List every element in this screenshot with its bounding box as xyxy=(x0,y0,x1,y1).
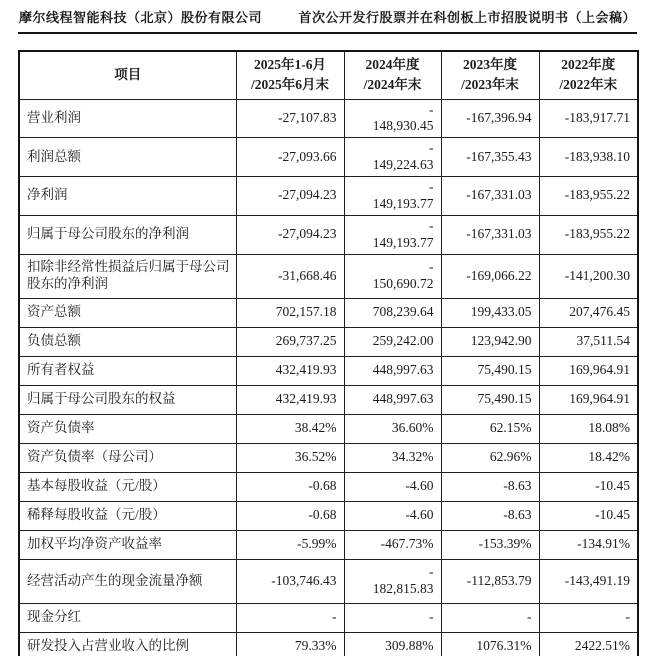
table-row xyxy=(19,414,638,443)
cell-value: -0.68 xyxy=(236,472,344,501)
cell-value: -153.39% xyxy=(441,530,539,559)
cell-value: 79.33% xyxy=(236,632,344,656)
cell-value: - xyxy=(441,603,539,632)
cell-value: 432,419.93 xyxy=(236,356,344,385)
cell-value: -167,355.43 xyxy=(441,138,539,177)
row-label: 归属于母公司股东的净利润 xyxy=(19,215,236,254)
cell-value: -10.45 xyxy=(539,501,638,530)
th-2022-line2: /2022年末 xyxy=(559,77,618,93)
table-row xyxy=(19,327,638,356)
cell-value: -183,955.22 xyxy=(539,215,638,254)
cell-value: 62.15% xyxy=(441,414,539,443)
cell-value: 34.32% xyxy=(344,443,441,472)
cell-value: -4.60 xyxy=(344,472,441,501)
cell-value: - 149,193.77 xyxy=(344,215,441,254)
th-2022-line1: 2022年度 xyxy=(561,57,616,72)
cell-value: 259,242.00 xyxy=(344,327,441,356)
cell-value: -183,938.10 xyxy=(539,138,638,177)
cell-value: 207,476.45 xyxy=(539,298,638,327)
page-header xyxy=(18,5,637,34)
cell-value: -5.99% xyxy=(236,530,344,559)
row-label: 现金分红 xyxy=(19,603,236,632)
row-label: 稀释每股收益（元/股） xyxy=(19,501,236,530)
cell-value: - 182,815.83 xyxy=(344,559,441,603)
cell-value: -183,917.71 xyxy=(539,99,638,138)
th-2023-line2: /2023年末 xyxy=(461,77,519,93)
cell-value: 18.42% xyxy=(539,443,638,472)
cell-value: 36.52% xyxy=(236,443,344,472)
cell-value: 169,964.91 xyxy=(539,356,638,385)
table-row xyxy=(19,603,638,632)
th-2025h1-line2: /2025年6月末 xyxy=(250,77,329,93)
table-row xyxy=(19,443,638,472)
cell-value: -103,746.43 xyxy=(236,559,344,603)
th-2023-line1: 2023年度 xyxy=(463,57,517,72)
cell-value: -167,396.94 xyxy=(441,99,539,138)
row-label: 利润总额 xyxy=(19,138,236,177)
table-row xyxy=(19,177,638,216)
table-row xyxy=(19,356,638,385)
cell-value: -31,668.46 xyxy=(236,254,344,298)
cell-value: 37,511.54 xyxy=(539,327,638,356)
row-label: 经营活动产生的现金流量净额 xyxy=(19,559,236,603)
table-row xyxy=(19,138,638,177)
table-row xyxy=(19,530,638,559)
th-2024 xyxy=(344,51,441,99)
cell-value: 18.08% xyxy=(539,414,638,443)
cell-value: - 150,690.72 xyxy=(344,254,441,298)
cell-value: - 149,224.63 xyxy=(344,138,441,177)
cell-value: - 149,193.77 xyxy=(344,177,441,216)
th-2024-line1: 2024年度 xyxy=(365,57,420,72)
cell-value: 36.60% xyxy=(344,414,441,443)
row-label: 资产负债率（母公司） xyxy=(19,443,236,472)
table-row xyxy=(19,501,638,530)
cell-value: -8.63 xyxy=(441,472,539,501)
table-row xyxy=(19,99,638,138)
cell-value: - xyxy=(236,603,344,632)
cell-value: 708,239.64 xyxy=(344,298,441,327)
table-row xyxy=(19,215,638,254)
th-2025h1 xyxy=(236,51,344,99)
cell-value: -112,853.79 xyxy=(441,559,539,603)
table-row xyxy=(19,632,638,656)
th-2025h1-line1: 2025年1-6月 xyxy=(254,57,326,72)
row-label: 研发投入占营业收入的比例 xyxy=(19,632,236,656)
cell-value: 75,490.15 xyxy=(441,385,539,414)
document-title: 首次公开发行股票并在科创板上市招股说明书（上会稿） xyxy=(298,10,636,25)
cell-value: - 148,930.45 xyxy=(344,99,441,138)
company-name: 摩尔线程智能科技（北京）股份有限公司 xyxy=(19,10,263,25)
cell-value: -143,491.19 xyxy=(539,559,638,603)
cell-value: -134.91% xyxy=(539,530,638,559)
cell-value: -467.73% xyxy=(344,530,441,559)
cell-value: -27,093.66 xyxy=(236,138,344,177)
table-row xyxy=(19,559,638,603)
row-label: 资产总额 xyxy=(19,298,236,327)
cell-value: 123,942.90 xyxy=(441,327,539,356)
row-label: 负债总额 xyxy=(19,327,236,356)
cell-value: 269,737.25 xyxy=(236,327,344,356)
cell-value: - xyxy=(539,603,638,632)
table-row xyxy=(19,298,638,327)
cell-value: 448,997.63 xyxy=(344,356,441,385)
th-2024-line2: /2024年末 xyxy=(363,77,422,93)
row-label: 资产负债率 xyxy=(19,414,236,443)
cell-value: 448,997.63 xyxy=(344,385,441,414)
cell-value: -169,066.22 xyxy=(441,254,539,298)
row-label: 归属于母公司股东的权益 xyxy=(19,385,236,414)
cell-value: 75,490.15 xyxy=(441,356,539,385)
cell-value: 309.88% xyxy=(344,632,441,656)
cell-value: -0.68 xyxy=(236,501,344,530)
th-2022 xyxy=(539,51,638,99)
cell-value: -27,094.23 xyxy=(236,215,344,254)
cell-value: 1076.31% xyxy=(441,632,539,656)
cell-value: -27,107.83 xyxy=(236,99,344,138)
cell-value: 432,419.93 xyxy=(236,385,344,414)
cell-value: -4.60 xyxy=(344,501,441,530)
row-label: 基本每股收益（元/股） xyxy=(19,472,236,501)
cell-value: 199,433.05 xyxy=(441,298,539,327)
cell-value: -27,094.23 xyxy=(236,177,344,216)
cell-value: -10.45 xyxy=(539,472,638,501)
cell-value: 62.96% xyxy=(441,443,539,472)
table-row xyxy=(19,472,638,501)
cell-value: -8.63 xyxy=(441,501,539,530)
table-row xyxy=(19,385,638,414)
cell-value: - xyxy=(344,603,441,632)
table-header-row xyxy=(19,51,638,99)
row-label: 所有者权益 xyxy=(19,356,236,385)
cell-value: 169,964.91 xyxy=(539,385,638,414)
cell-value: -167,331.03 xyxy=(441,177,539,216)
cell-value: -183,955.22 xyxy=(539,177,638,216)
financial-summary-table xyxy=(18,50,639,656)
table-row xyxy=(19,254,638,298)
cell-value: -167,331.03 xyxy=(441,215,539,254)
cell-value: -141,200.30 xyxy=(539,254,638,298)
row-label: 扣除非经常性损益后归属于母公司股东的净利润 xyxy=(19,254,236,298)
row-label: 净利润 xyxy=(19,177,236,216)
cell-value: 2422.51% xyxy=(539,632,638,656)
row-label: 营业利润 xyxy=(19,99,236,138)
cell-value: 702,157.18 xyxy=(236,298,344,327)
cell-value: 38.42% xyxy=(236,414,344,443)
th-item: 项目 xyxy=(19,51,236,99)
th-2023 xyxy=(441,51,539,99)
row-label: 加权平均净资产收益率 xyxy=(19,530,236,559)
